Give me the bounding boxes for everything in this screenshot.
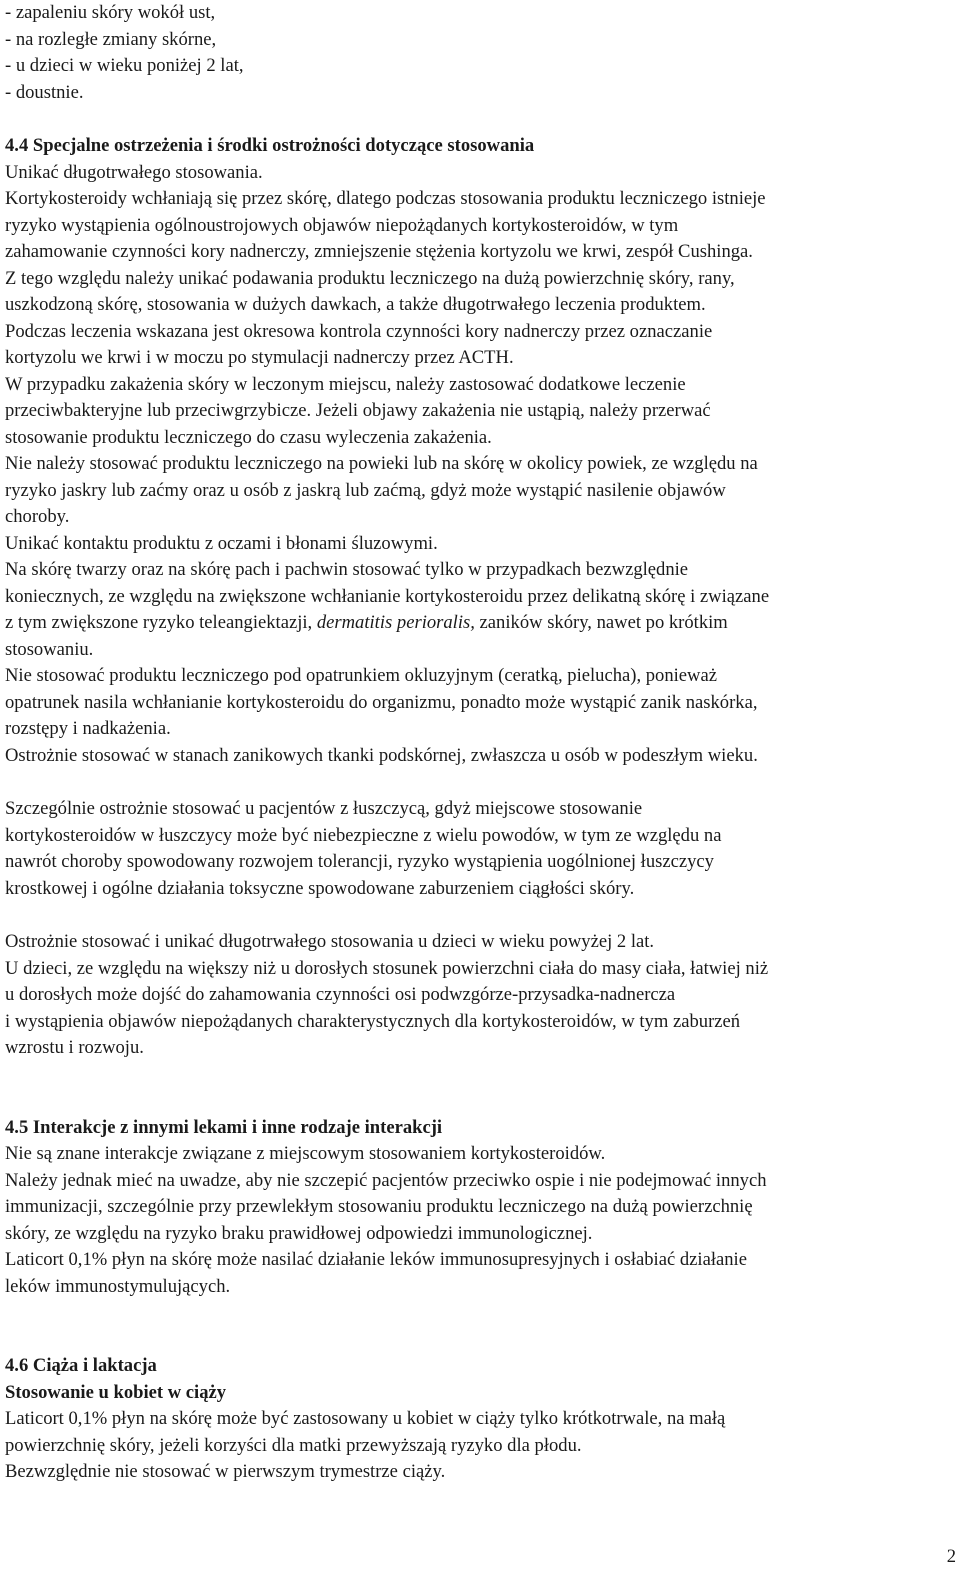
text-line: Unikać kontaktu produktu z oczami i błonami śluzowymi.	[5, 532, 438, 554]
spacer	[5, 769, 957, 796]
text-line-with-italic	[5, 610, 957, 637]
list-item: - na rozległe zmiany skórne,	[5, 28, 217, 50]
text-line: opatrunek nasila wchłanianie kortykosteroidu do organizmu, ponadto może wystąpić zanik naskórka,	[5, 691, 758, 713]
text-line: Laticort 0,1% płyn na skórę może być zastosowany u kobiet w ciąży tylko krótkotrwale, na małą	[5, 1408, 726, 1429]
list-item: - doustnie.	[5, 81, 84, 103]
text-line: przeciwbakteryjne lub przeciwgrzybicze. Jeżeli objawy zakażenia nie ustąpią, należy przerwać	[5, 400, 711, 421]
text-line: zahamowanie czynności kory nadnerczy, zmniejszenie stężenia kortyzolu we krwi, zespół Cushinga.	[5, 241, 753, 262]
text-line: kortyzolu we krwi i w moczu po stymulacji nadnerczy przez ACTH.	[5, 347, 514, 368]
text-line: Kortykosteroidy wchłaniają się przez skórę, dlatego podczas stosowania produktu leczniczego istnieje	[5, 188, 766, 209]
text-line: Ostrożnie stosować i unikać długotrwałego stosowania u dzieci w wieku powyżej 2 lat.	[5, 931, 655, 952]
spacer	[5, 106, 957, 133]
text-line: Ostrożnie stosować w stanach zanikowych tkanki podskórnej, zwłaszcza u osób w podeszłym wieku.	[5, 744, 758, 766]
text-line: kortykosteroidów w łuszczycy może być niebezpieczne z wielu powodów, w tym ze względu na	[5, 824, 722, 846]
text-line: stosowaniu.	[5, 638, 94, 660]
section-text	[5, 160, 957, 770]
document-page	[5, 0, 957, 1486]
latin-term: dermatitis perioralis,	[316, 612, 475, 633]
text-line: Szczególnie ostrożnie stosować u pacjentów z łuszczycą, gdyż miejscowe stosowanie	[5, 798, 643, 819]
text-line: Nie stosować produktu leczniczego pod opatrunkiem okluzyjnym (ceratką, pielucha), ponieważ	[5, 665, 717, 686]
text-line: wzrostu i rozwoju.	[5, 1037, 144, 1058]
psoriasis-paragraph	[5, 796, 957, 902]
text-line: koniecznych, ze względu na zwiększone wchłanianie kortykosteroidu przez delikatną skórę i związane	[5, 585, 770, 607]
text-run: zaników skóry, nawet po krótkim	[474, 612, 728, 633]
spacer	[5, 1300, 957, 1353]
text-line: powierzchnię skóry, jeżeli korzyści dla matki przewyższają ryzyko dla płodu.	[5, 1434, 582, 1456]
section-4-5	[5, 1115, 957, 1301]
text-line: krostkowej i ogólne działania toksyczne spowodowane zaburzeniem ciągłości skóry.	[5, 877, 635, 899]
text-line: W przypadku zakażenia skóry w leczonym miejscu, należy zastosować dodatkowe leczenie	[5, 373, 686, 395]
text-line: stosowanie produktu leczniczego do czasu wyleczenia zakażenia.	[5, 426, 492, 448]
text-line: Na skórę twarzy oraz na skórę pach i pachwin stosować tylko w przypadkach bezwzględnie	[5, 559, 689, 580]
text-line: Z tego względu należy unikać podawania produktu leczniczego na dużą powierzchnię skóry, rany,	[5, 267, 735, 289]
text-run: z tym zwiększone ryzyko teleangiektazji,	[5, 612, 317, 633]
text-line: uszkodzoną skórę, stosowania w dużych dawkach, a także długotrwałego leczenia produktem.	[5, 294, 706, 315]
text-line: i wystąpienia objawów niepożądanych charakterystycznych dla kortykosteroidów, w tym zaburzeń	[5, 1010, 741, 1032]
spacer	[5, 1062, 957, 1115]
section-heading: 4.6 Ciąża i laktacja	[5, 1355, 157, 1376]
text-line: Unikać długotrwałego stosowania.	[5, 161, 263, 183]
spacer	[5, 902, 957, 929]
section-4-6	[5, 1353, 957, 1486]
section-4-4	[5, 133, 957, 1062]
text-line: nawrót choroby spowodowany rozwojem tolerancji, ryzyko wystąpienia uogólnionej łuszczycy	[5, 851, 714, 872]
children-paragraph	[5, 929, 957, 1062]
text-line: Bezwzględnie nie stosować w pierwszym trymestrze ciąży.	[5, 1461, 446, 1482]
text-line: Należy jednak mieć na uwadze, aby nie szczepić pacjentów przeciwko ospie i nie podejmować innych	[5, 1169, 767, 1191]
list-item: - u dzieci w wieku poniżej 2 lat,	[5, 55, 244, 76]
text-line: ryzyko wystąpienia ogólnoustrojowych objawów niepożądanych kortykosteroidów, w tym	[5, 214, 679, 236]
text-line: skóry, ze względu na ryzyko braku prawidłowej odpowiedzi immunologicznej.	[5, 1222, 593, 1244]
text-line: Laticort 0,1% płyn na skórę może nasilać działanie leków immunosupresyjnych i osłabiać działanie	[5, 1249, 747, 1270]
section-heading: 4.5 Interakcje z innymi lekami i inne rodzaje interakcji	[5, 1116, 443, 1138]
text-line: Nie są znane interakcje związane z miejscowym stosowaniem kortykosteroidów.	[5, 1143, 606, 1164]
page-number: 2	[946, 1546, 956, 1567]
section-subheading: Stosowanie u kobiet w ciąży	[5, 1381, 227, 1403]
text-line: rozstępy i nadkażenia.	[5, 718, 171, 739]
text-line: Nie należy stosować produktu leczniczego na powieki lub na skórę w okolicy powiek, ze względu na	[5, 453, 758, 474]
list-item: - zapaleniu skóry wokół ust,	[5, 2, 216, 23]
text-line: ryzyko jaskry lub zaćmy oraz u osób z jaskrą lub zaćmą, gdyż może wystąpić nasilenie objawów	[5, 479, 726, 501]
text-line: U dzieci, ze względu na większy niż u dorosłych stosunek powierzchni ciała do masy ciała, łatwiej niż	[5, 957, 769, 979]
text-line: choroby.	[5, 506, 70, 527]
text-line: immunizacji, szczególnie przy przewlekłym stosowaniu produktu leczniczego na dużą powierzchnię	[5, 1196, 753, 1217]
text-line: u dorosłych może dojść do zahamowania czynności osi podwzgórze-przysadka-nadnercza	[5, 984, 676, 1005]
section-heading: 4.4 Specjalne ostrzeżenia i środki ostrożności dotyczące stosowania	[5, 135, 535, 156]
intro-list	[5, 0, 957, 106]
text-line: Podczas leczenia wskazana jest okresowa kontrola czynności kory nadnerczy przez oznaczanie	[5, 320, 713, 342]
text-line: leków immunostymulujących.	[5, 1275, 231, 1297]
